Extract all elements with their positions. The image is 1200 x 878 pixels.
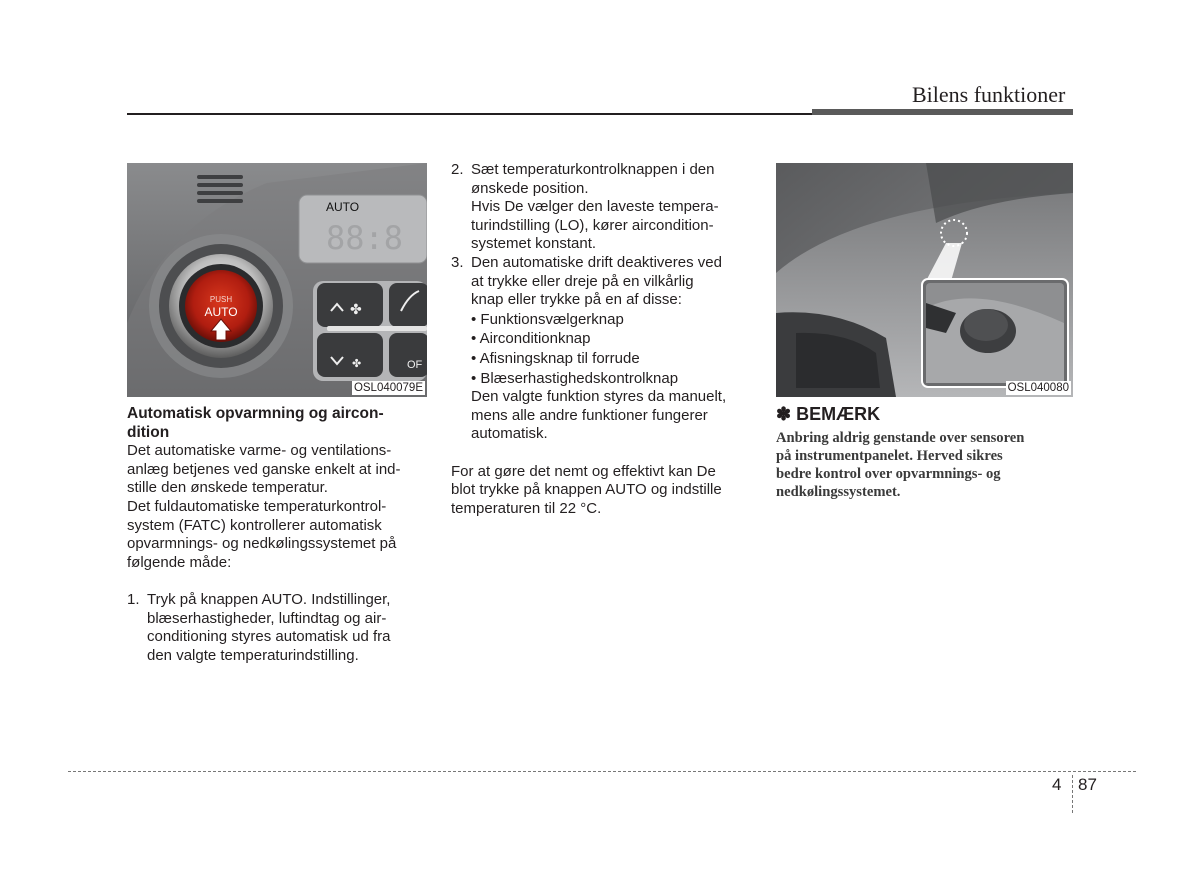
text-line: blot trykke på knappen AUTO og indstille <box>451 481 722 499</box>
bullet-item: • Blæserhastighedskontrolknap <box>471 369 679 387</box>
text-line: Hvis De vælger den laveste tempera- <box>471 198 719 216</box>
note-box <box>776 404 1073 501</box>
header-rule-accent <box>812 109 1073 115</box>
text-line: temperaturen til 22 °C. <box>451 499 602 517</box>
text-line: Den valgte funktion styres da manuelt, <box>471 388 727 406</box>
sensor-figure <box>776 163 1073 397</box>
text-line: For at gøre det nemt og effektivt kan De <box>451 462 716 480</box>
text-line: turindstilling (LO), kører aircondition- <box>471 216 714 234</box>
display-auto-text: AUTO <box>326 200 360 214</box>
fan-small-icon: ✤ <box>352 357 362 370</box>
text-line: ønskede position. <box>471 179 589 197</box>
header-rule <box>127 113 812 115</box>
text-line: Det automatiske varme- og ventilations- <box>127 442 392 460</box>
off-button-label: OF <box>407 359 423 371</box>
note-line: nedkølingssystemet. <box>776 484 901 500</box>
text-line: Den automatiske drift deaktiveres ved <box>471 253 722 271</box>
text-line: Sæt temperaturkontrolknappen i den <box>471 161 715 178</box>
section-title: Bilens funktioner <box>912 82 1066 107</box>
figure-caption-right: OSL040080 <box>1007 382 1069 394</box>
text-line: anlæg betjenes ved ganske enkelt at ind- <box>127 460 401 478</box>
text-line: automatisk. <box>471 425 548 443</box>
text-line: blæserhastigheder, luftindtag og air- <box>147 609 387 627</box>
footer-rule <box>68 771 1136 772</box>
note-line: bedre kontrol over opvarmnings- og <box>776 466 1001 482</box>
climate-panel-figure <box>127 163 427 397</box>
note-line: på instrumentpanelet. Herved sikres <box>776 448 1003 464</box>
text-line: knap eller trykke på en af disse: <box>471 291 682 309</box>
list-item-1 <box>127 591 427 665</box>
text-line: at trykke eller dreje på en vilkårlig <box>471 272 694 290</box>
chapter-number: 4 <box>1052 775 1062 794</box>
text-line: conditioning styres automatisk ud fra <box>147 628 391 646</box>
climate-panel-illustration <box>127 163 427 397</box>
text-line: Tryk på knappen AUTO. Indstillinger, <box>147 590 391 608</box>
list-number: 2. <box>451 161 464 178</box>
heading-line: dition <box>127 423 170 441</box>
text-line: system (FATC) kontrollerer automatisk <box>127 516 382 534</box>
list-item-3 <box>451 254 750 444</box>
bullet-item: • Airconditionknap <box>471 330 591 348</box>
column-left <box>127 405 427 665</box>
footer-divider <box>1072 775 1073 813</box>
sensor-illustration <box>776 163 1073 397</box>
text-line: den valgte temperaturindstilling. <box>147 646 359 664</box>
text-line: følgende måde: <box>127 553 232 571</box>
text-line: opvarmnings- og nedkølingssystemet på <box>127 535 397 553</box>
knob-push-label: PUSH <box>209 295 233 304</box>
list-number: 1. <box>127 590 140 608</box>
display-digits: 88:8 <box>326 219 404 257</box>
bullet-item: • Funktionsvælgerknap <box>471 310 624 328</box>
note-line: Anbring aldrig genstande over sensoren <box>776 430 1025 446</box>
note-title: ✽ BEMÆRK <box>776 404 881 424</box>
note-body <box>776 429 1073 501</box>
fan-icon: ✤ <box>350 302 362 318</box>
heading-line: Automatisk opvarmning og aircon- <box>127 405 384 422</box>
knob-auto-label: AUTO <box>204 305 238 319</box>
text-line: Det fuldautomatiske temperaturkontrol- <box>127 497 387 515</box>
text-line: systemet konstant. <box>471 235 597 253</box>
bullet-item: • Afisningsknap til forrude <box>471 349 640 367</box>
list-item-2 <box>451 161 750 254</box>
list-number: 3. <box>451 253 464 271</box>
text-line: stille den ønskede temperatur. <box>127 479 328 497</box>
page-number: 87 <box>1078 775 1097 794</box>
text-line: mens alle andre funktioner fungerer <box>471 406 708 424</box>
column-middle <box>451 161 750 518</box>
figure-caption-left: OSL040079E <box>353 382 423 394</box>
